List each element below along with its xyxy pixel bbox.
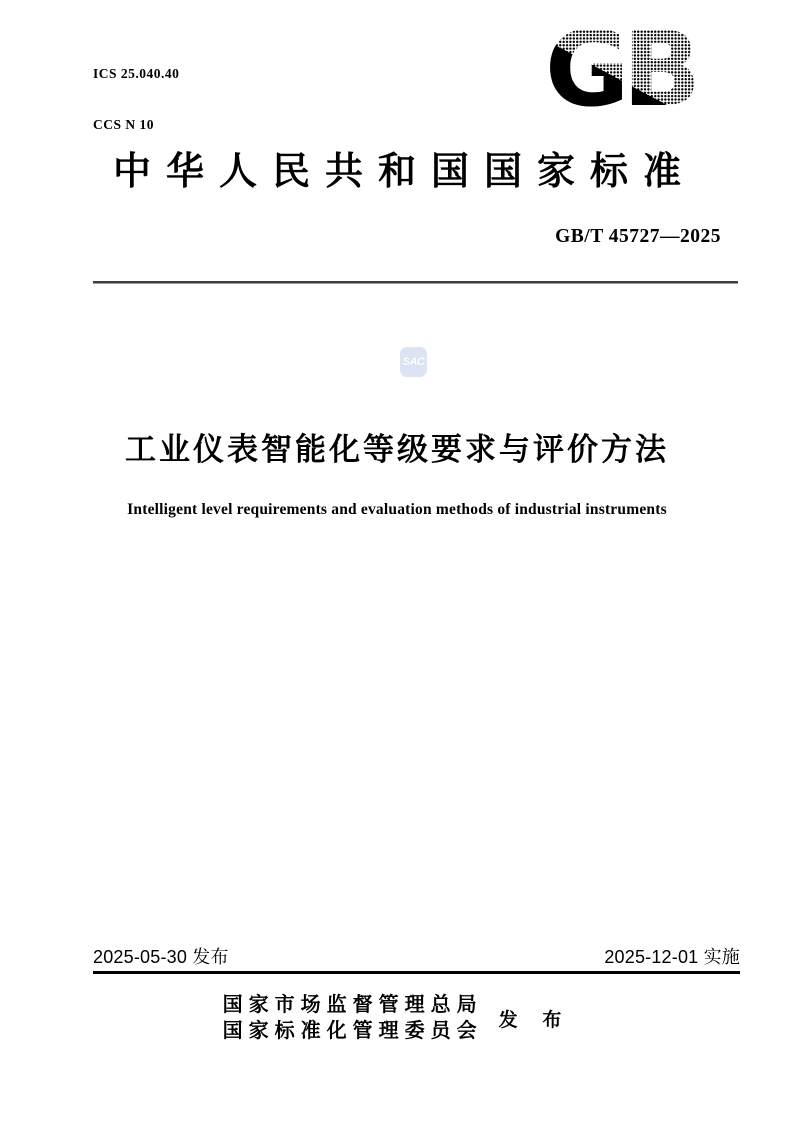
issuer-group	[0, 992, 794, 1044]
issuer-names	[223, 992, 483, 1044]
issuer-line-2: 国家标准化管理委员会	[222, 1020, 483, 1042]
sac-watermark-text: SAC	[402, 356, 425, 368]
gb-logo: GB	[544, 10, 694, 130]
document-title-chinese: 工业仪表智能化等级要求与评价方法	[125, 432, 669, 467]
date-row	[93, 943, 740, 969]
standard-number: GB/T 45727—2025	[555, 226, 721, 247]
issue-date: 2025-05-30 发布	[93, 947, 229, 967]
document-title-english: Intelligent level requirements and evaluation methods of industrial instruments	[127, 501, 667, 518]
national-standard-banner: 中华人民共和国国家标准	[112, 151, 696, 193]
implementation-date: 2025-12-01 实施	[604, 947, 740, 967]
sac-watermark	[400, 347, 427, 377]
ics-code: ICS 25.040.40	[93, 66, 180, 81]
issuer-line-1: 国家市场监督管理总局	[222, 994, 483, 1016]
footer-rule	[93, 971, 740, 974]
classification-codes	[93, 31, 179, 167]
publish-label: 发 布	[498, 1009, 572, 1031]
ccs-code: CCS N 10	[93, 117, 155, 132]
header-rule	[93, 281, 738, 284]
